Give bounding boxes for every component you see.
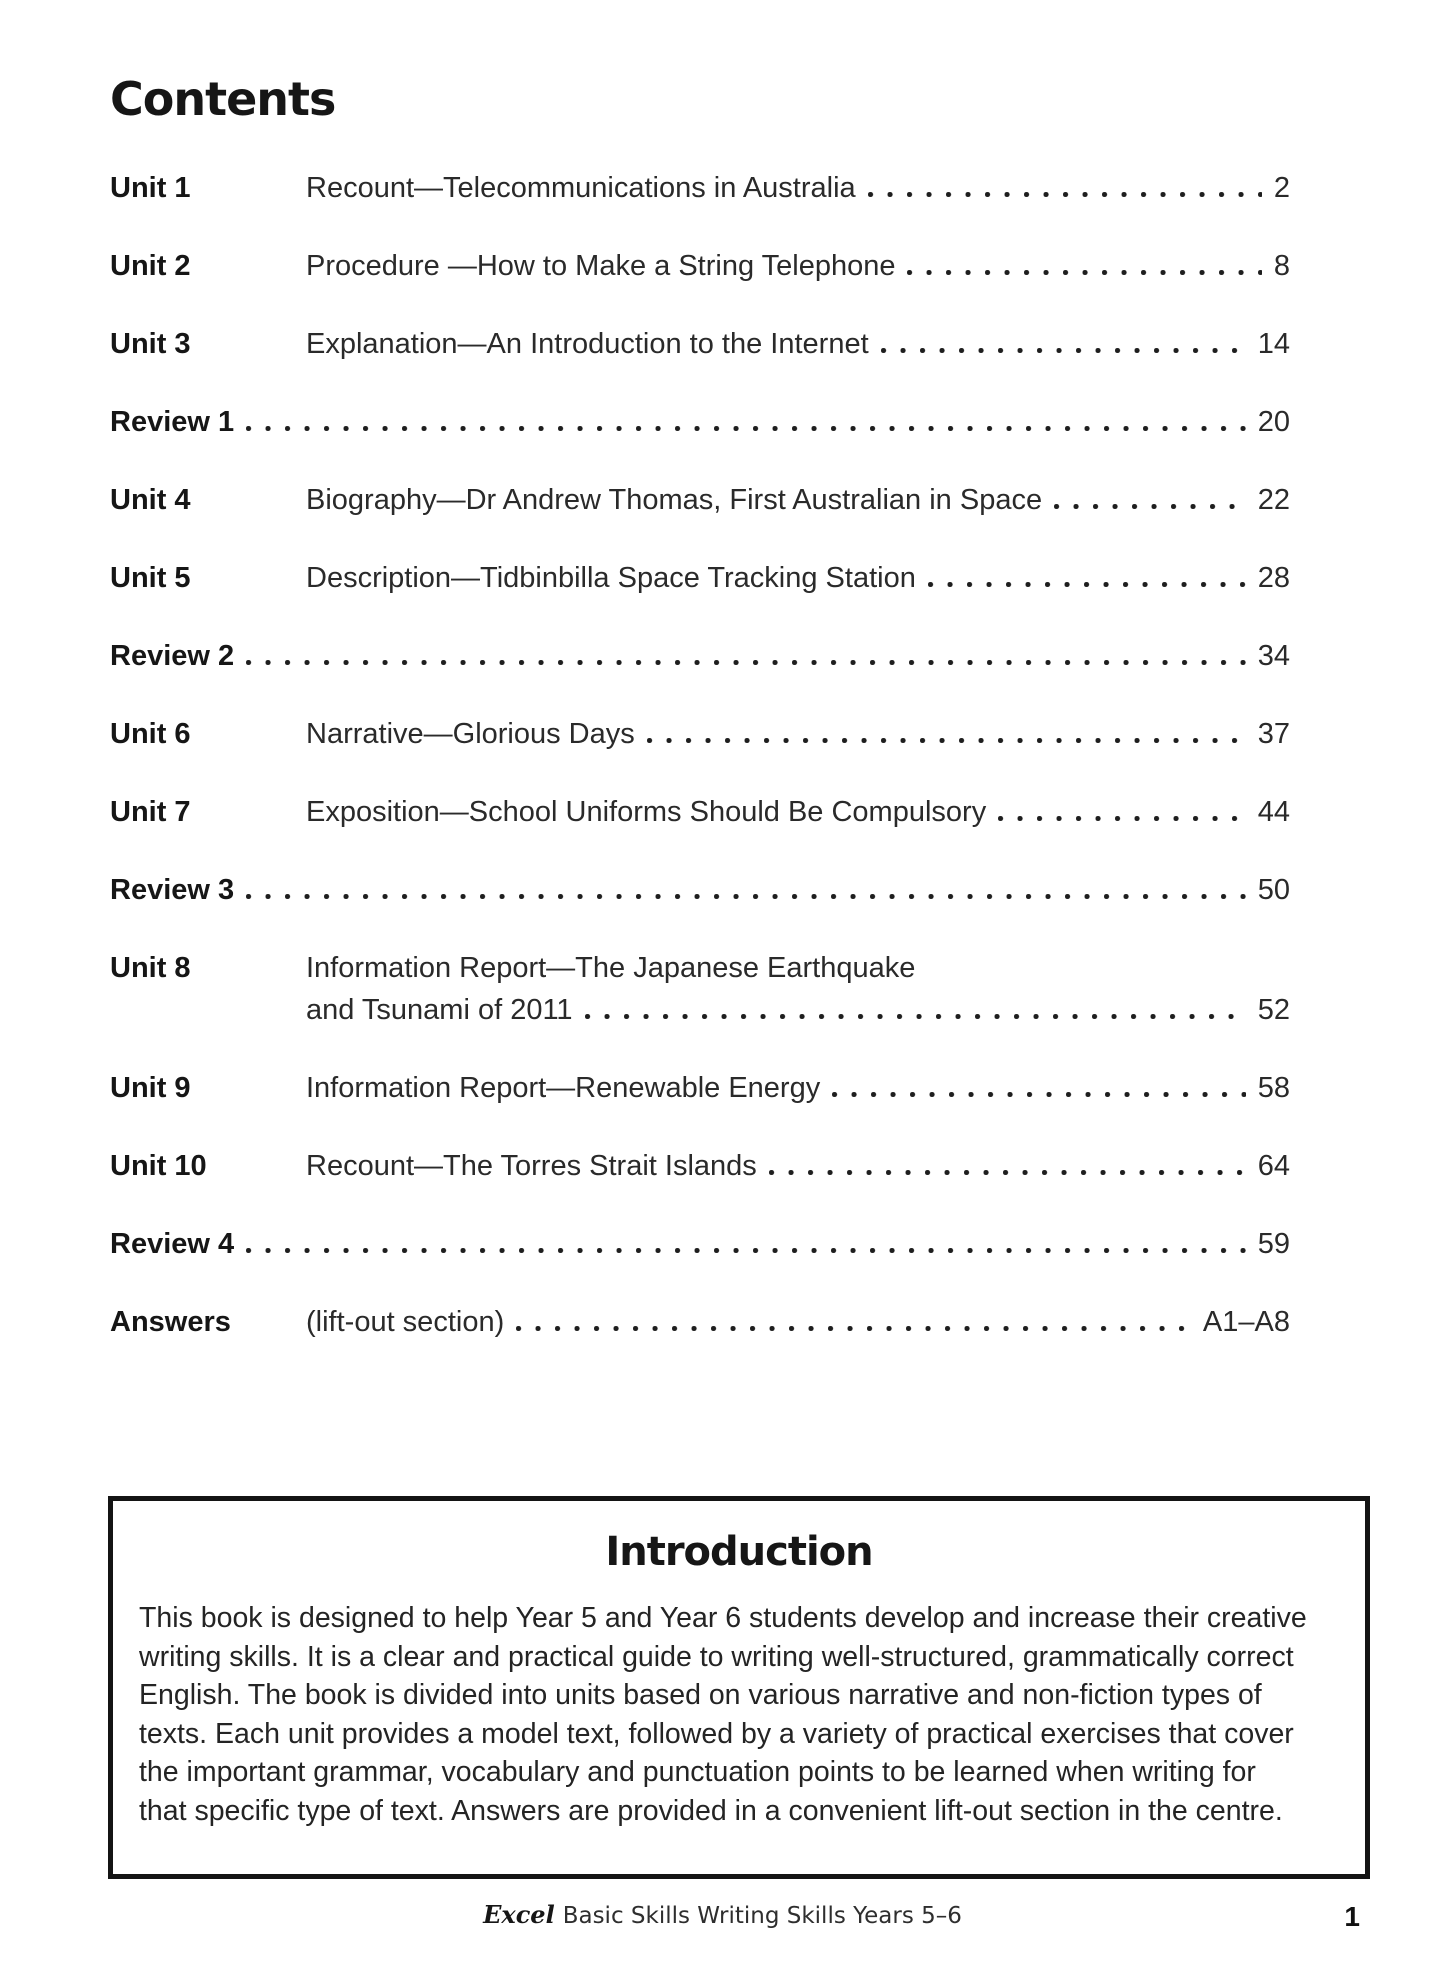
toc-entry-review-2 [110, 638, 1290, 675]
toc-entry-label: Unit 4 [110, 484, 191, 516]
dot-leader [246, 426, 1246, 431]
toc-entry-label: Review 4 [110, 1228, 235, 1260]
introduction-title: Introduction [605, 1529, 873, 1575]
toc-entry-unit-2 [110, 248, 1290, 285]
footer-brand: Excel [483, 1900, 555, 1929]
dot-leader [832, 1092, 1246, 1097]
toc-entry-title: Explanation—An Introduction to the Internet [306, 328, 869, 360]
page-number: 1 [1344, 1901, 1360, 1932]
toc-entry-unit-9 [110, 1070, 1290, 1107]
dot-leader [585, 1014, 1246, 1019]
toc-entry-title: Recount—Telecommunications in Australia [306, 172, 856, 204]
toc-entry-answers [110, 1304, 1290, 1341]
toc-entry-label: Review 2 [110, 640, 235, 672]
toc-entry-title-continued: and Tsunami of 2011 [306, 994, 573, 1026]
dot-leader [1054, 504, 1246, 509]
introduction-body-line: texts. Each unit provides a model text, followed by a variety of practical exercises that cover [139, 1717, 1294, 1750]
toc-entry-unit-10 [110, 1148, 1290, 1185]
toc-entry-unit-1 [110, 170, 1290, 207]
toc-entry-unit-3 [110, 326, 1290, 363]
toc-entry-page: 22 [1257, 484, 1290, 516]
toc-entry-title: Recount—The Torres Strait Islands [306, 1150, 757, 1182]
toc-entry-page: 44 [1257, 796, 1290, 828]
page-footer [0, 1900, 1445, 1932]
toc-entry-review-4 [110, 1226, 1290, 1263]
introduction-body [137, 1599, 1341, 1830]
toc-entry-label: Review 3 [110, 874, 235, 906]
dot-leader [246, 660, 1246, 665]
toc-entry-review-1 [110, 404, 1290, 441]
toc-entry-title-line2 [306, 992, 1290, 1029]
toc-entry-page: 58 [1257, 1072, 1290, 1104]
dot-leader [246, 1248, 1246, 1253]
introduction-body-line: the important grammar, vocabulary and punctuation points to be learned when writing for [139, 1756, 1256, 1788]
toc-entry-title: Information Report—Renewable Energy [306, 1072, 821, 1104]
toc-entry-label: Review 1 [110, 406, 235, 438]
dot-leader [998, 816, 1246, 821]
toc-entry-page: 52 [1257, 994, 1290, 1026]
toc-entry-label: Unit 10 [110, 1150, 207, 1182]
table-of-contents [110, 170, 1290, 1341]
toc-entry-title: Procedure —How to Make a String Telephone [306, 250, 896, 282]
toc-entry-page: 64 [1257, 1150, 1290, 1182]
introduction-box [108, 1496, 1370, 1879]
dot-leader [246, 894, 1246, 899]
toc-entry-label: Unit 6 [110, 718, 191, 750]
toc-entry-label: Unit 1 [110, 172, 191, 204]
dot-leader [881, 348, 1246, 353]
toc-entry-page: 34 [1257, 640, 1290, 672]
toc-entry-unit-7 [110, 794, 1290, 831]
toc-entry-title-block [306, 950, 1290, 1029]
introduction-body-line: English. The book is divided into units based on various narrative and non-fiction types of [139, 1679, 1262, 1711]
toc-entry-title: (lift-out section) [306, 1306, 505, 1338]
toc-entry-unit-5 [110, 560, 1290, 597]
dot-leader [769, 1170, 1246, 1175]
introduction-body-line: This book is designed to help Year 5 and Year 6 students develop and increase their creative [139, 1602, 1307, 1634]
toc-entry-title: Biography—Dr Andrew Thomas, First Australian in Space [306, 484, 1043, 516]
dot-leader [907, 270, 1261, 275]
toc-entry-label: Unit 5 [110, 562, 191, 594]
toc-entry-unit-8 [110, 950, 1290, 1029]
toc-entry-label: Unit 7 [110, 796, 191, 828]
dot-leader [647, 738, 1246, 743]
toc-entry-review-3 [110, 872, 1290, 909]
toc-entry-page: 28 [1257, 562, 1290, 594]
dot-leader [516, 1326, 1191, 1331]
page-title: Contents [110, 72, 336, 126]
dot-leader [928, 582, 1246, 587]
introduction-body-line: writing skills. It is a clear and practical guide to writing well-structured, grammatically correct [139, 1640, 1294, 1673]
toc-entry-page: 20 [1257, 406, 1290, 438]
toc-entry-unit-6 [110, 716, 1290, 753]
toc-entry-page: A1–A8 [1202, 1306, 1290, 1338]
toc-entry-page: 50 [1257, 874, 1290, 906]
introduction-body-line: that specific type of text. Answers are provided in a convenient lift-out section in the centre. [139, 1794, 1283, 1827]
toc-entry-title: Information Report—The Japanese Earthquake [306, 952, 916, 984]
toc-entry-label: Unit 3 [110, 328, 191, 360]
toc-entry-label: Unit 2 [110, 250, 191, 282]
toc-entry-label: Answers [110, 1306, 231, 1338]
toc-entry-title: Narrative—Glorious Days [306, 718, 635, 750]
toc-entry-page: 14 [1257, 328, 1290, 360]
toc-entry-page: 37 [1257, 718, 1290, 750]
toc-entry-page: 2 [1273, 172, 1290, 204]
toc-entry-unit-4 [110, 482, 1290, 519]
footer-series-title: Basic Skills Writing Skills Years 5–6 [562, 1903, 962, 1929]
toc-entry-page: 59 [1257, 1228, 1290, 1260]
toc-entry-label: Unit 9 [110, 1072, 191, 1104]
toc-entry-title: Description—Tidbinbilla Space Tracking Station [306, 562, 916, 594]
toc-entry-title: Exposition—School Uniforms Should Be Compulsory [306, 796, 987, 828]
toc-entry-label: Unit 8 [110, 952, 191, 984]
dot-leader [868, 192, 1262, 197]
toc-entry-page: 8 [1273, 250, 1290, 282]
